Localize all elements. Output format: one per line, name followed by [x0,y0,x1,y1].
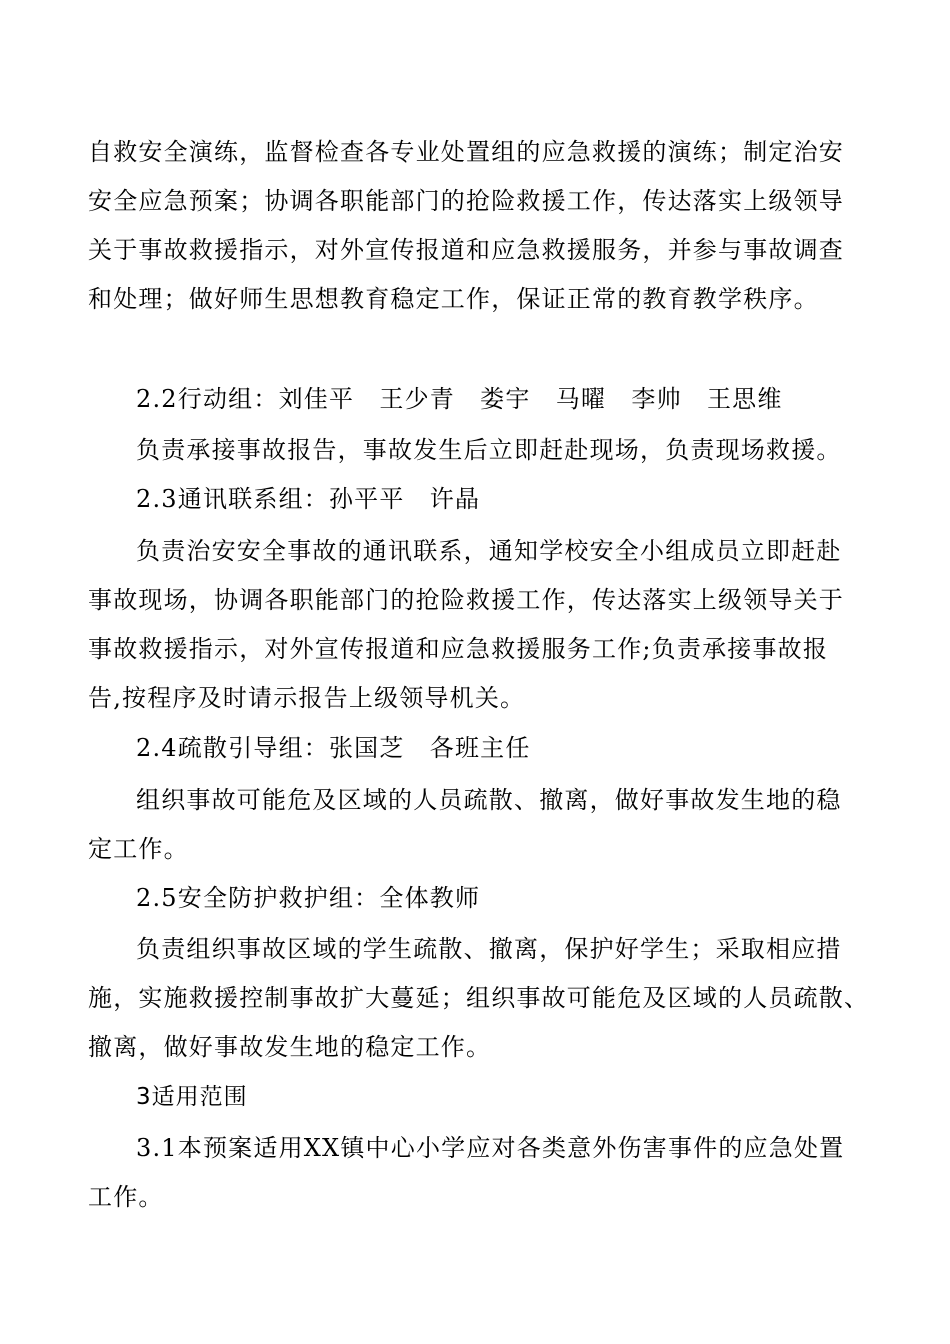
section-heading-3: 3适用范围 [136,1084,248,1110]
paragraph-line: 事故救援指示，对外宣传报道和应急救援服务工作;负责承接事故报 [88,635,829,663]
paragraph-line: 撤离，做好事故发生地的稳定工作。 [88,1033,492,1061]
paragraph-line: 告,按程序及时请示报告上级领导机关。 [88,684,526,712]
paragraph-line: 事故现场，协调各职能部门的抢险救援工作，传达落实上级领导关于 [88,586,844,614]
paragraph-line: 施，实施救援控制事故扩大蔓延；组织事故可能危及区域的人员疏散、 [88,984,870,1012]
paragraph-line: 负责承接事故报告，事故发生后立即赶赴现场，负责现场救援。 [136,436,842,464]
section-heading-2-2: 2.2行动组：刘佳平 王少青 娄宇 马曜 李帅 王思维 [136,385,783,413]
paragraph-line: 负责治安安全事故的通讯联系，通知学校安全小组成员立即赶赴 [136,537,842,565]
paragraph-line: 安全应急预案；协调各职能部门的抢险救援工作，传达落实上级领导 [88,187,844,215]
paragraph-line: 工作。 [88,1183,164,1211]
section-heading-2-3: 2.3通讯联系组：孙平平 许晶 [136,485,481,513]
paragraph-line: 3.1本预案适用XX镇中心小学应对各类意外伤害事件的应急处置 [136,1134,845,1162]
paragraph-line: 关于事故救援指示，对外宣传报道和应急救援服务，并参与事故调查 [88,236,844,264]
paragraph-line: 自救安全演练，监督检查各专业处置组的应急救援的演练；制定治安 [88,138,844,166]
section-heading-2-4: 2.4疏散引导组：张国芝 各班主任 [136,734,531,762]
paragraph-line: 组织事故可能危及区域的人员疏散、撤离，做好事故发生地的稳 [136,786,842,814]
paragraph-line: 负责组织事故区域的学生疏散、撤离，保护好学生；采取相应措 [136,935,842,963]
paragraph-line: 定工作。 [88,835,189,863]
paragraph-line: 和处理；做好师生思想教育稳定工作，保证正常的教育教学秩序。 [88,285,819,313]
section-heading-2-5: 2.5安全防护救护组：全体教师 [136,884,481,912]
